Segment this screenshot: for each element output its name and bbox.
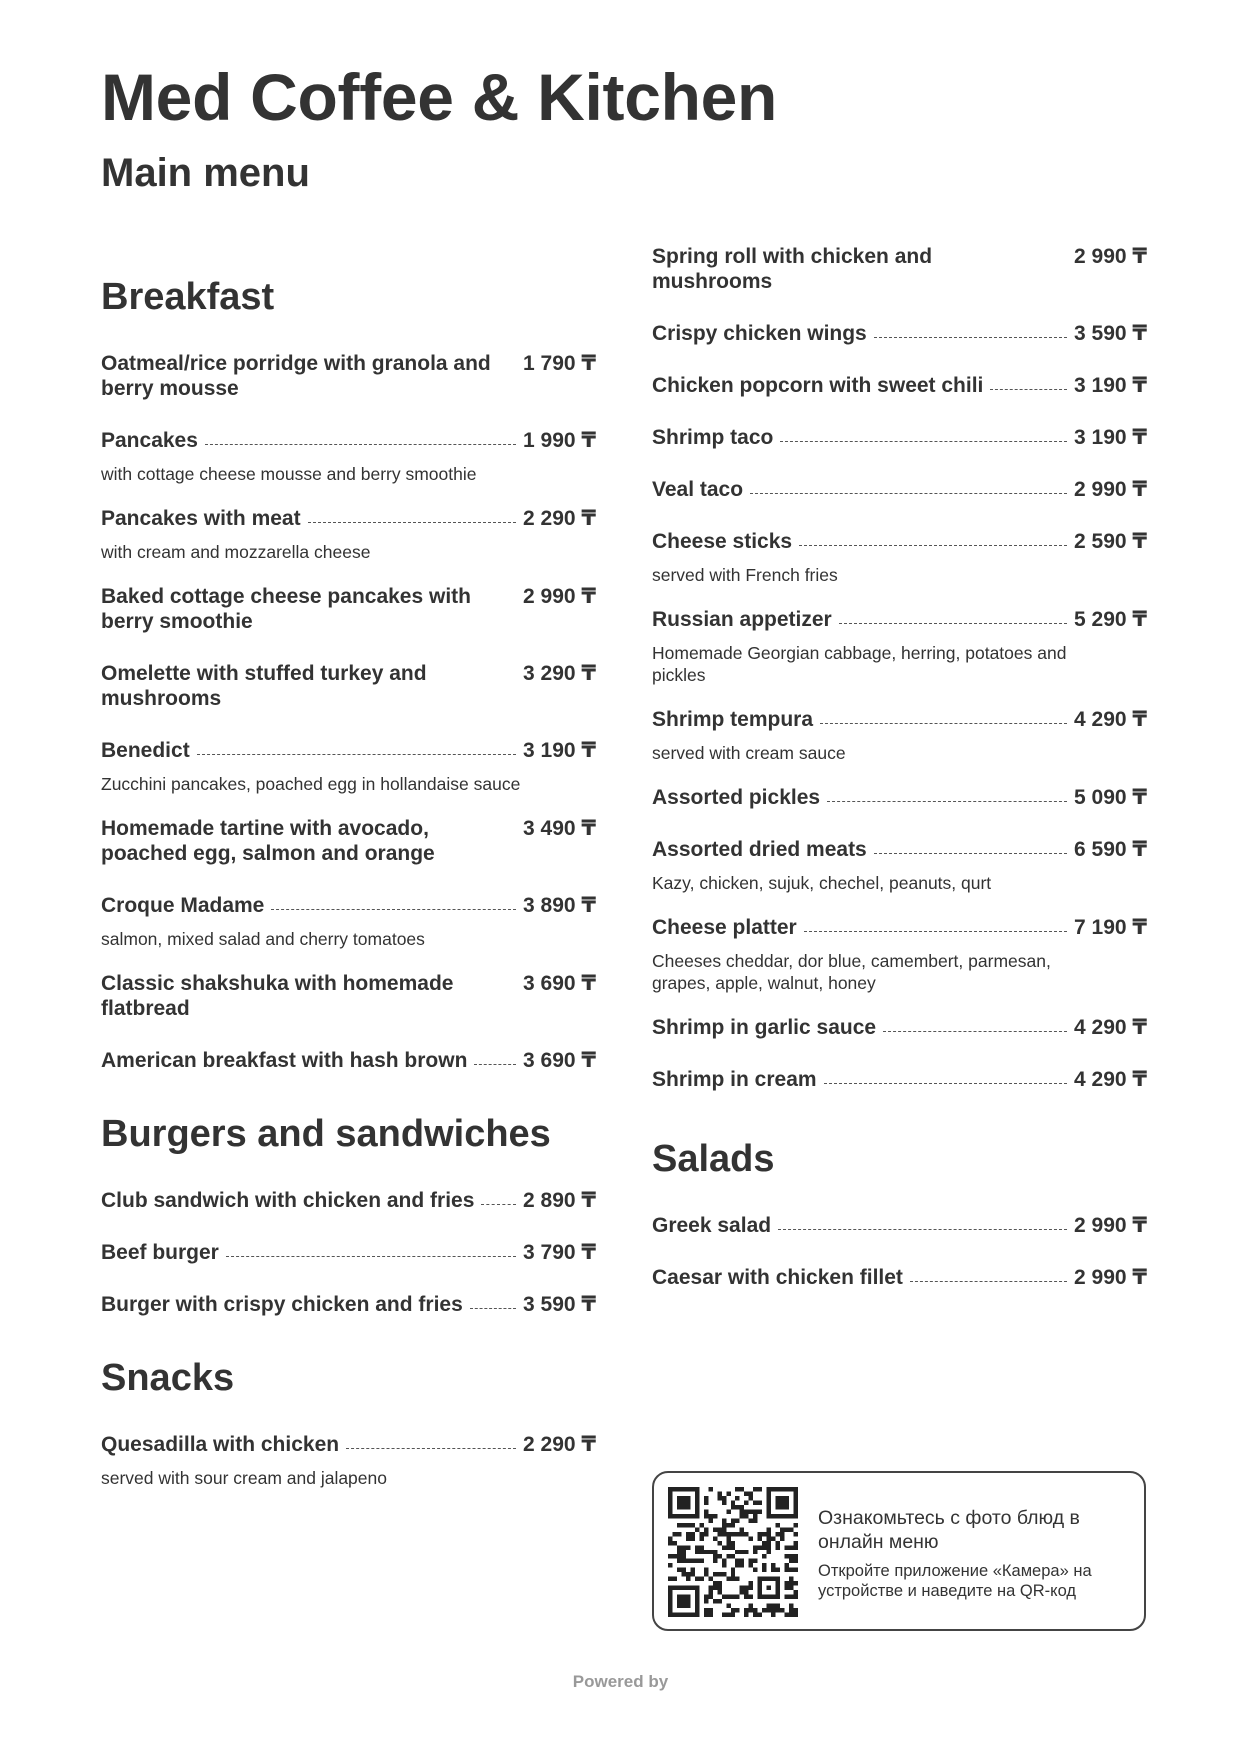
qr-card-title: Ознакомьтесь с фото блюд в онлайн меню — [818, 1507, 1080, 1553]
menu-item — [652, 607, 1147, 686]
item-name: Homemade tartine with avocado, poached egg, salmon and orange — [101, 817, 435, 865]
menu-item — [652, 477, 1147, 502]
dot-leader — [271, 893, 516, 910]
dot-leader — [827, 785, 1067, 802]
dot-leader — [804, 915, 1067, 932]
item-name: Pancakes with meat — [101, 507, 301, 530]
item-name: Shrimp in cream — [652, 1068, 817, 1091]
dot-leader — [778, 1213, 1067, 1230]
menu-item — [652, 915, 1147, 994]
menu-item — [652, 425, 1147, 450]
section-title-burgers: Burgers and sandwiches — [101, 1113, 551, 1155]
item-name: Veal taco — [652, 478, 744, 501]
menu-item — [652, 1015, 1147, 1040]
item-price: 3 190 ₸ — [523, 739, 596, 762]
dot-leader — [226, 1240, 516, 1257]
item-price: 2 290 ₸ — [523, 507, 596, 530]
menu-item — [652, 321, 1147, 346]
dot-leader — [990, 373, 1067, 390]
menu-item — [101, 1292, 596, 1317]
item-price: 2 590 ₸ — [1074, 530, 1147, 553]
item-name: Pancakes — [101, 429, 198, 452]
item-price: 3 790 ₸ — [523, 1241, 596, 1264]
item-name: Classic shakshuka with homemade flatbread — [101, 972, 454, 1020]
item-description: salmon, mixed salad and cherry tomatoes — [101, 929, 425, 949]
dot-leader — [780, 425, 1067, 442]
section-title-salads: Salads — [652, 1138, 775, 1180]
item-name: Club sandwich with chicken and fries — [101, 1189, 475, 1212]
dot-leader — [481, 1188, 516, 1205]
dot-leader — [874, 837, 1067, 854]
menu-item — [101, 584, 596, 634]
item-name: Cheese platter — [652, 916, 797, 939]
item-price: 2 990 ₸ — [1074, 1266, 1147, 1289]
item-price: 4 290 ₸ — [1074, 1068, 1147, 1091]
item-name: Omelette with stuffed turkey and mushrooms — [101, 662, 427, 710]
item-description: Cheeses cheddar, dor blue, camembert, parmesan, grapes, apple, walnut, honey — [652, 951, 1051, 993]
item-price: 2 990 ₸ — [1074, 478, 1147, 501]
item-name: Burger with crispy chicken and fries — [101, 1293, 463, 1316]
item-description: Kazy, chicken, sujuk, chechel, peanuts, qurt — [652, 873, 992, 893]
menu-item — [652, 529, 1147, 586]
powered-by-footer: Powered by — [572, 1672, 669, 1691]
qr-code-icon — [668, 1487, 798, 1617]
left-column — [101, 278, 596, 1510]
item-price: 3 590 ₸ — [523, 1293, 596, 1316]
item-description: served with sour cream and jalapeno — [101, 1468, 387, 1488]
menu-item — [652, 373, 1147, 398]
item-price: 1 790 ₸ — [523, 352, 596, 375]
menu-item — [101, 1240, 596, 1265]
item-price: 3 190 ₸ — [1074, 426, 1147, 449]
dot-leader — [205, 428, 516, 445]
section-title-breakfast: Breakfast — [101, 276, 275, 318]
item-name: Assorted pickles — [652, 786, 821, 809]
item-name: American breakfast with hash brown — [101, 1049, 468, 1072]
item-name: Baked cottage cheese pancakes with berry smoothie — [101, 585, 471, 633]
item-description: with cottage cheese mousse and berry smoothie — [101, 464, 477, 484]
item-price: 1 990 ₸ — [523, 429, 596, 452]
menu-item — [101, 816, 596, 866]
item-price: 3 290 ₸ — [523, 662, 596, 685]
menu-item — [652, 1067, 1147, 1092]
restaurant-title: Med Coffee & Kitchen — [101, 60, 778, 134]
item-price: 3 690 ₸ — [523, 1049, 596, 1072]
section-title-snacks: Snacks — [101, 1357, 235, 1399]
item-description: served with French fries — [652, 565, 838, 585]
item-name: Cheese sticks — [652, 530, 793, 553]
item-description: Zucchini pancakes, poached egg in hollandaise sauce — [101, 774, 521, 794]
item-price: 2 890 ₸ — [523, 1189, 596, 1212]
dot-leader — [910, 1265, 1067, 1282]
item-description: Homemade Georgian cabbage, herring, potatoes and pickles — [652, 643, 1067, 685]
menu-item — [652, 1265, 1147, 1290]
item-name: Shrimp taco — [652, 426, 774, 449]
item-name: Beef burger — [101, 1241, 219, 1264]
item-price: 2 990 ₸ — [1074, 245, 1147, 268]
item-price: 2 290 ₸ — [523, 1433, 596, 1456]
menu-item — [101, 428, 596, 485]
menu-item — [101, 893, 596, 950]
qr-card-subtitle: Откройте приложение «Камера» на устройстве и наведите на QR-код — [818, 1562, 1092, 1600]
dot-leader — [470, 1292, 516, 1309]
item-price: 5 090 ₸ — [1074, 786, 1147, 809]
dot-leader — [308, 506, 516, 523]
item-price: 2 990 ₸ — [523, 585, 596, 608]
menu-item — [652, 707, 1147, 764]
menu-item — [652, 1213, 1147, 1238]
dot-leader — [883, 1015, 1067, 1032]
menu-subtitle: Main menu — [101, 151, 310, 195]
dot-leader — [824, 1067, 1067, 1084]
item-price: 3 490 ₸ — [523, 817, 596, 840]
item-name: Greek salad — [652, 1214, 772, 1237]
right-column — [652, 244, 1147, 1317]
item-price: 3 690 ₸ — [523, 972, 596, 995]
dot-leader — [820, 707, 1067, 724]
menu-item — [101, 971, 596, 1021]
item-price: 5 290 ₸ — [1074, 608, 1147, 631]
item-description: served with cream sauce — [652, 743, 846, 763]
item-description: with cream and mozzarella cheese — [101, 542, 371, 562]
item-name: Assorted dried meats — [652, 838, 867, 861]
item-name: Spring roll with chicken and mushrooms — [652, 245, 933, 293]
item-name: Chicken popcorn with sweet chili — [652, 374, 984, 397]
menu-item — [652, 785, 1147, 810]
menu-item — [652, 244, 1147, 294]
item-price: 7 190 ₸ — [1074, 916, 1147, 939]
item-price: 3 190 ₸ — [1074, 374, 1147, 397]
item-price: 4 290 ₸ — [1074, 708, 1147, 731]
menu-item — [101, 1048, 596, 1073]
item-name: Russian appetizer — [652, 608, 832, 631]
dot-leader — [197, 738, 516, 755]
menu-item — [101, 1188, 596, 1213]
item-name: Shrimp tempura — [652, 708, 814, 731]
menu-item — [101, 506, 596, 563]
item-name: Oatmeal/rice porridge with granola and berry mousse — [101, 352, 491, 400]
dot-leader — [799, 529, 1067, 546]
dot-leader — [839, 607, 1067, 624]
menu-item — [101, 661, 596, 711]
item-name: Caesar with chicken fillet — [652, 1266, 903, 1289]
menu-item — [101, 351, 596, 401]
item-name: Crispy chicken wings — [652, 322, 867, 345]
item-price: 4 290 ₸ — [1074, 1016, 1147, 1039]
dot-leader — [750, 477, 1067, 494]
item-name: Benedict — [101, 739, 190, 762]
dot-leader — [474, 1048, 516, 1065]
menu-item — [101, 738, 596, 795]
qr-card — [652, 1471, 1146, 1631]
menu-item — [652, 837, 1147, 894]
item-price: 6 590 ₸ — [1074, 838, 1147, 861]
dot-leader — [874, 321, 1067, 338]
dot-leader — [346, 1432, 516, 1449]
item-price: 2 990 ₸ — [1074, 1214, 1147, 1237]
menu-item — [101, 1432, 596, 1489]
item-name: Shrimp in garlic sauce — [652, 1016, 877, 1039]
item-price: 3 890 ₸ — [523, 894, 596, 917]
item-name: Quesadilla with chicken — [101, 1433, 340, 1456]
item-price: 3 590 ₸ — [1074, 322, 1147, 345]
item-name: Croque Madame — [101, 894, 265, 917]
